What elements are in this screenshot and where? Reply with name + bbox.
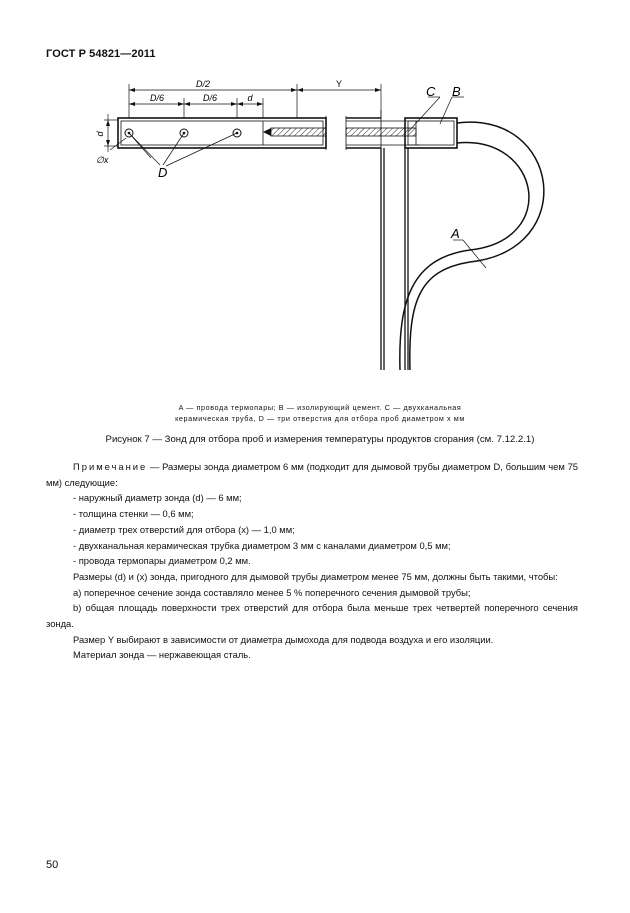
note-item-4: - двухканальная керамическая трубка диаметром 3 мм с каналами диаметром 0,5 мм;	[73, 539, 451, 551]
label-b: B	[452, 84, 461, 99]
note-item-a: a) поперечное сечение зонда составляло менее 5 % поперечного сечения дымовой трубы;	[73, 586, 471, 598]
dim-label-d-vertical: d	[95, 131, 105, 137]
note-paragraph-3: Размер Y выбирают в зависимости от диаметра дымохода для подвода воздуха и его изоляции.	[73, 633, 494, 645]
note-item-3: - диаметр трех отверстий для отбора (x) — 1,0 мм;	[73, 523, 295, 535]
label-c: C	[426, 84, 436, 99]
dim-label-hole: ∅x	[96, 155, 109, 165]
figure-caption: Рисунок 7 — Зонд для отбора проб и измерения температуры продуктов сгорания (см. 7.12.2.1)	[105, 434, 535, 445]
probe-drawing	[0, 0, 630, 400]
legend-line-2: керамическая труба, D — три отверстия для отбора проб диаметром x мм	[175, 414, 465, 423]
page-number: 50	[46, 859, 59, 871]
thermocouple-wires	[400, 122, 544, 370]
dim-label-half-diameter: D/2	[195, 79, 211, 89]
note-paragraph-4: Материал зонда — нержавеющая сталь.	[73, 649, 251, 661]
label-d: D	[158, 165, 168, 180]
note-section	[46, 459, 578, 663]
dim-label-sixth-2: D/6	[202, 93, 218, 103]
document-header: ГОСТ Р 54821—2011	[46, 48, 156, 60]
legend-line-1: A — провода термопары; B — изолирующий цемент. C — двухканальная	[178, 403, 462, 412]
note-item-5: - провода термопары диаметром 0,2 мм.	[73, 555, 251, 567]
note-paragraph-2: Размеры (d) и (x) зонда, пригодного для дымовой трубы диаметром менее 75 мм, должны быть такими, чтобы:	[73, 570, 558, 582]
dim-label-y: Y	[335, 79, 343, 89]
note-label: Примечание	[73, 461, 148, 472]
ceramic-tube-left	[271, 128, 326, 136]
probe-tip	[263, 128, 271, 136]
label-a: A	[451, 226, 460, 241]
note-item-2: - толщина стенки — 0,6 мм;	[73, 508, 194, 520]
note-intro	[46, 459, 578, 490]
figure-legend	[110, 402, 530, 424]
chimney-wall	[381, 148, 408, 370]
dim-label-d-small: d	[247, 93, 253, 103]
note-item-b: b) общая площадь поверхности трех отверстий для отбора была меньше трех четвертей поперечного сечения зонда.	[46, 602, 578, 630]
dim-label-sixth-1: D/6	[149, 93, 165, 103]
note-intro-text: — Размеры зонда диаметром 6 мм (подходит для дымовой трубы диаметром D, большим чем 75 мм) следующие:	[46, 461, 578, 488]
note-item-1: - наружный диаметр зонда (d) — 6 мм;	[73, 492, 242, 504]
leader-lines-d	[129, 133, 237, 166]
dimension-arrows	[106, 88, 381, 146]
